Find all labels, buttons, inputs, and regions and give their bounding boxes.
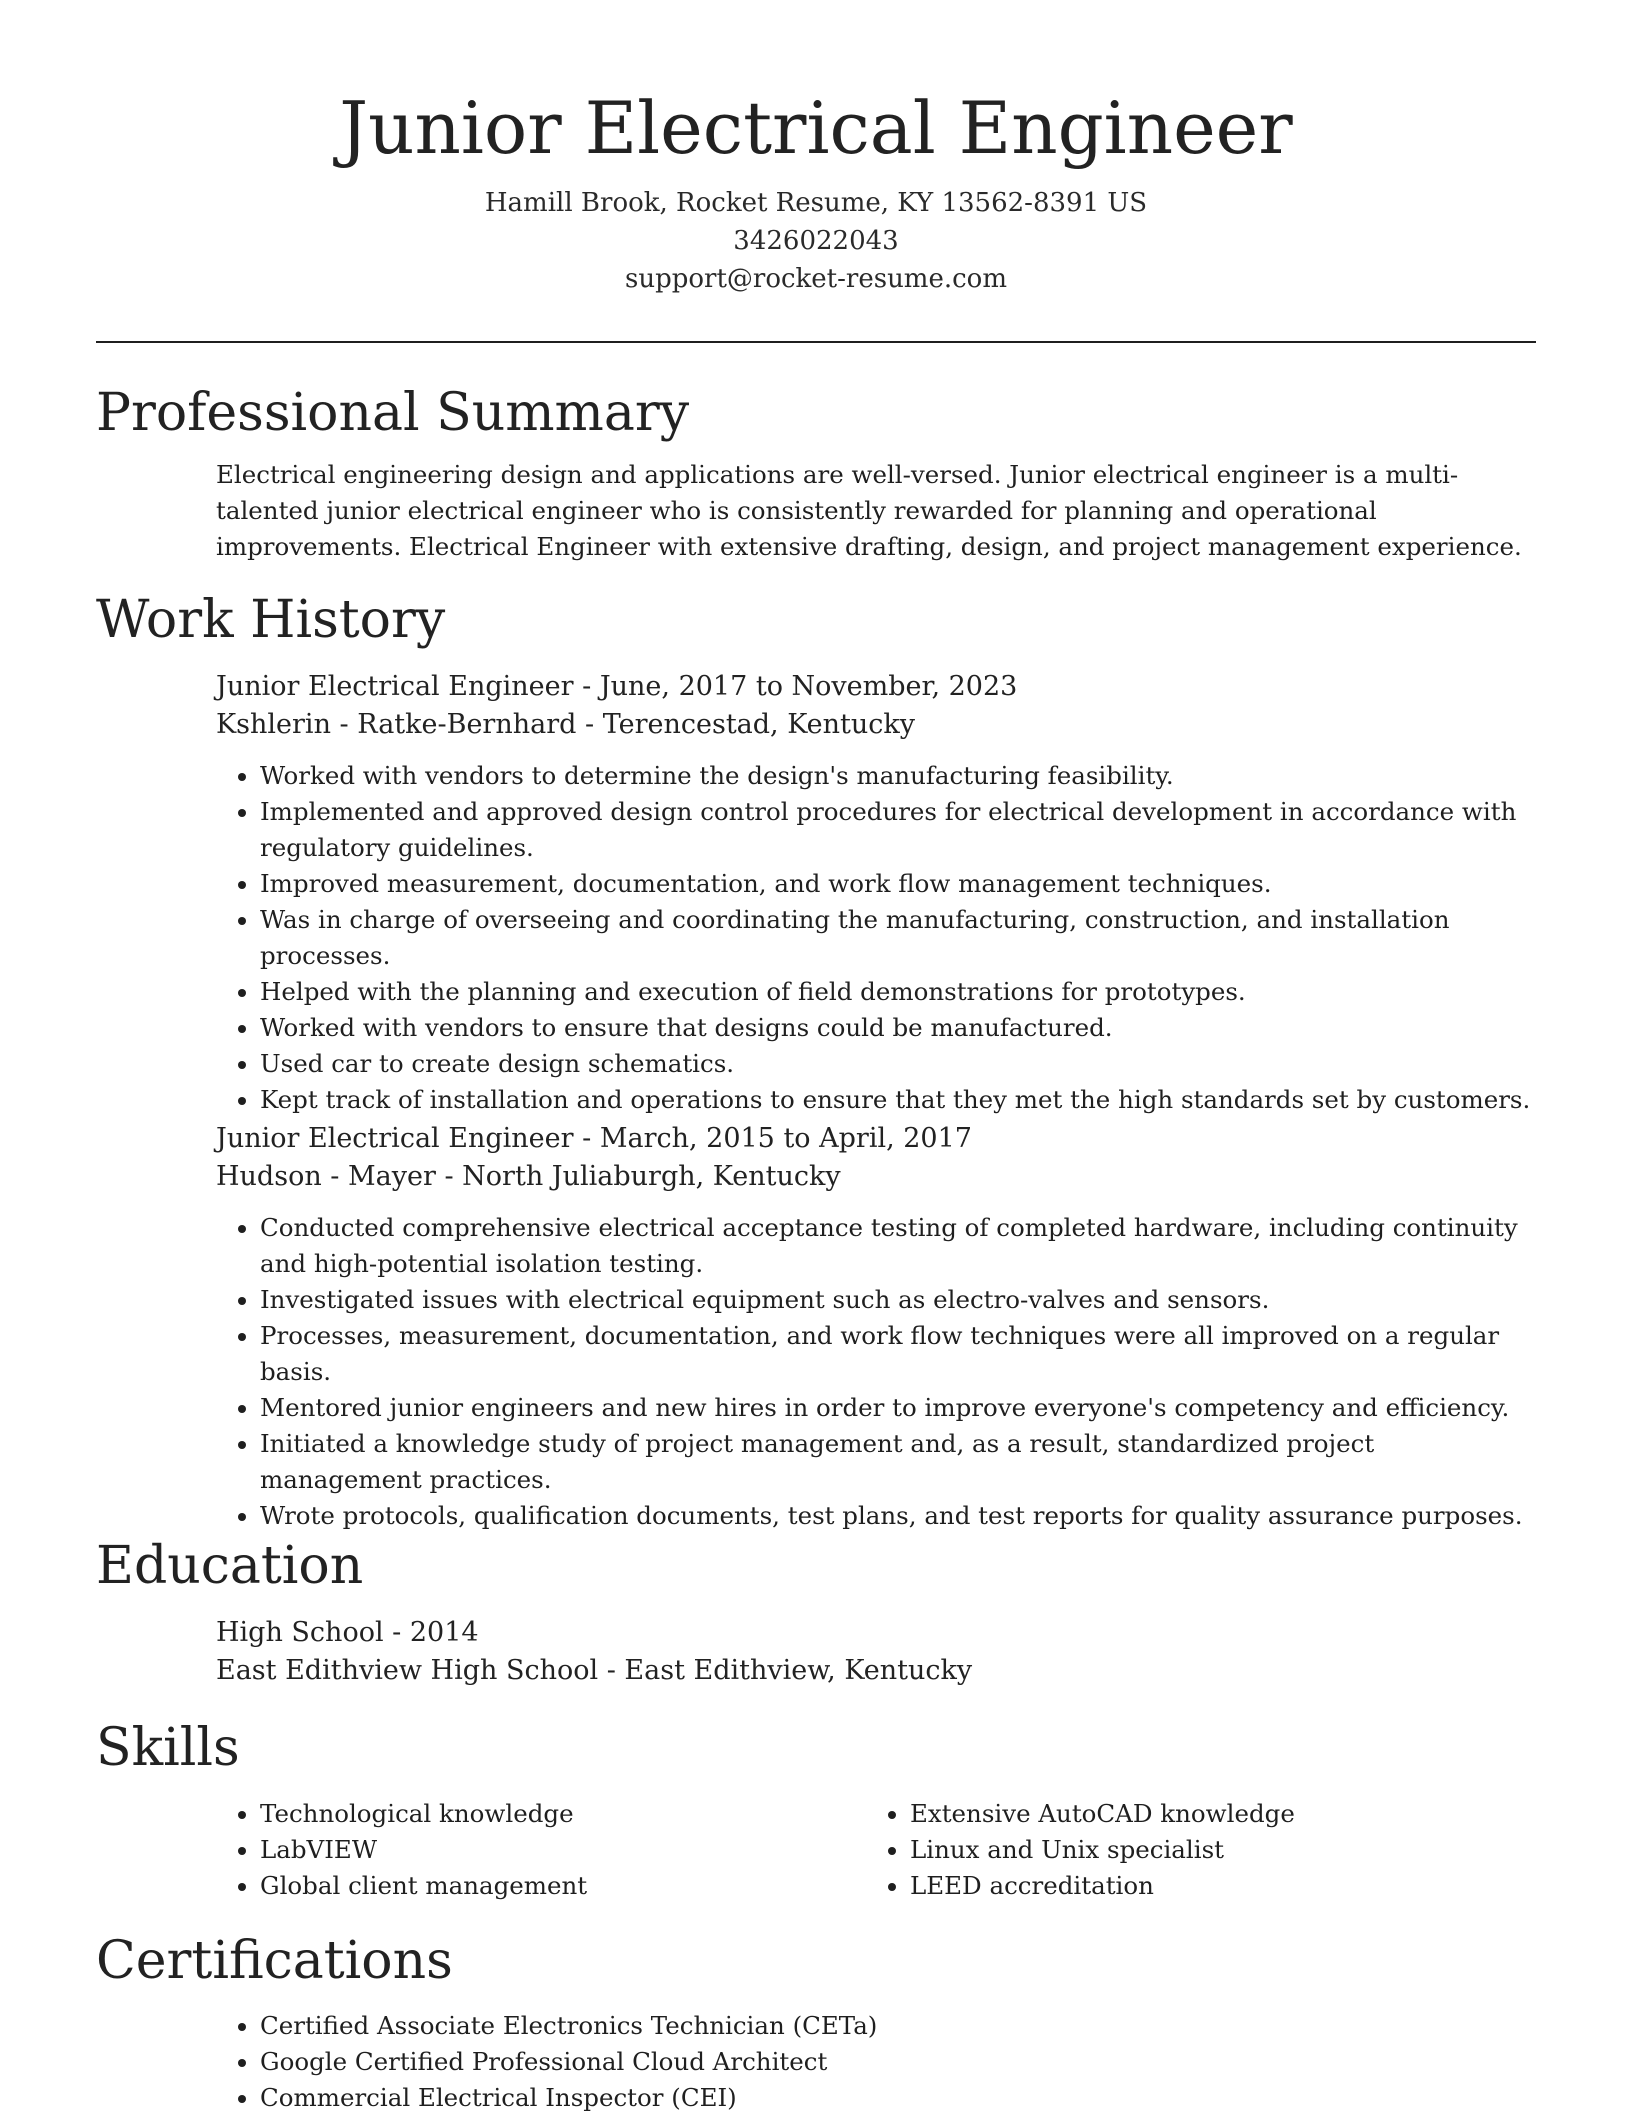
job-company-line bbox=[216, 706, 1536, 744]
education-entry bbox=[216, 1614, 1536, 1690]
certification-item: • Google Certified Professional Cloud Architect bbox=[260, 2044, 1536, 2080]
list-item: • Worked with vendors to determine the design's manufacturing feasibility. bbox=[260, 758, 1536, 794]
list-item: • Improved measurement, documentation, and work flow management techniques. bbox=[260, 866, 1536, 902]
list-item: • Investigated issues with electrical equipment such as electro-valves and sensors. bbox=[260, 1282, 1536, 1318]
certification-item: • Certified Associate Electronics Technician (CETa) bbox=[260, 2008, 1536, 2044]
email: support@rocket-resume.com bbox=[624, 264, 1007, 294]
list-item: • Initiated a knowledge study of project management and, as a result, standardized project management practices. bbox=[260, 1426, 1536, 1498]
job-entry bbox=[216, 1120, 1536, 1534]
job-location: - North Juliaburgh, Kentucky bbox=[435, 1161, 841, 1192]
job-entry bbox=[216, 668, 1536, 1118]
graduation-year: - 2014 bbox=[383, 1617, 479, 1648]
summary-heading: Professional Summary bbox=[96, 383, 690, 443]
skill-item: • Extensive AutoCAD knowledge bbox=[910, 1796, 1486, 1832]
school-line bbox=[216, 1652, 1536, 1690]
job-bullets bbox=[216, 758, 1536, 1118]
certifications-entry bbox=[216, 2008, 1536, 2116]
skills-list bbox=[866, 1796, 1486, 1904]
job-dates: - March, 2015 to April, 2017 bbox=[573, 1123, 972, 1154]
certification-item: • Commercial Electrical Inspector (CEI) bbox=[260, 2080, 1536, 2116]
certifications-list bbox=[216, 2008, 1536, 2116]
header-divider bbox=[96, 341, 1536, 343]
skills-list bbox=[216, 1796, 836, 1904]
job-company: Kshlerin - Ratke-Bernhard bbox=[216, 709, 577, 740]
job-company-line bbox=[216, 1158, 1536, 1196]
skills-heading: Skills bbox=[96, 1718, 240, 1778]
job-title: Junior Electrical Engineer bbox=[216, 671, 574, 702]
skill-item: • LEED accreditation bbox=[910, 1868, 1486, 1904]
contact-info bbox=[0, 184, 1632, 298]
job-title: Junior Electrical Engineer bbox=[216, 1123, 574, 1154]
phone: 3426022043 bbox=[733, 226, 899, 256]
resume-header bbox=[0, 86, 1632, 298]
list-item: • Kept track of installation and operations to ensure that they met the high standards set by customers. bbox=[260, 1082, 1536, 1118]
job-title-line bbox=[216, 668, 1536, 706]
degree-line bbox=[216, 1614, 1536, 1652]
list-item: • Used car to create design schematics. bbox=[260, 1046, 1536, 1082]
work-history-heading: Work History bbox=[96, 590, 446, 650]
list-item: • Implemented and approved design control procedures for electrical development in accordance with regulatory guidelines. bbox=[260, 794, 1536, 866]
job-location: - Terencestad, Kentucky bbox=[576, 709, 916, 740]
job-title-line bbox=[216, 1120, 1536, 1158]
list-item: • Worked with vendors to ensure that designs could be manufactured. bbox=[260, 1010, 1536, 1046]
list-item: • Mentored junior engineers and new hires in order to improve everyone's competency and efficiency. bbox=[260, 1390, 1536, 1426]
candidate-name: Junior Electrical Engineer bbox=[339, 86, 1293, 170]
list-item: • Was in charge of overseeing and coordinating the manufacturing, construction, and installation processes. bbox=[260, 902, 1536, 974]
list-item: • Conducted comprehensive electrical acceptance testing of completed hardware, including continuity and high-potential isolation testing. bbox=[260, 1210, 1536, 1282]
job-bullets bbox=[216, 1210, 1536, 1534]
job-company: Hudson - Mayer bbox=[216, 1161, 436, 1192]
list-item: • Helped with the planning and execution of field demonstrations for prototypes. bbox=[260, 974, 1536, 1010]
summary-text: Electrical engineering design and applications are well-versed. Junior electrical engineer is a multi-talented junior electrical engineer who is consistently rewarded for planning and operational improvements. Electrical Engineer with extensive drafting, design, and project management experience. bbox=[216, 460, 1522, 561]
degree: High School bbox=[216, 1617, 384, 1648]
school-name: East Edithview High School bbox=[216, 1655, 599, 1686]
skills-column-right bbox=[866, 1796, 1486, 1904]
skill-item: • LabVIEW bbox=[260, 1832, 836, 1868]
list-item: • Wrote protocols, qualification documents, test plans, and test reports for quality assurance purposes. bbox=[260, 1498, 1536, 1534]
certifications-heading: Certifications bbox=[96, 1931, 453, 1991]
skills-column-left bbox=[216, 1796, 836, 1904]
school-location: - East Edithview, Kentucky bbox=[598, 1655, 973, 1686]
skill-item: • Global client management bbox=[260, 1868, 836, 1904]
skill-item: • Linux and Unix specialist bbox=[910, 1832, 1486, 1868]
job-dates: - June, 2017 to November, 2023 bbox=[573, 671, 1018, 702]
address: Hamill Brook, Rocket Resume, KY 13562-8391 US bbox=[484, 188, 1148, 218]
skill-item: • Technological knowledge bbox=[260, 1796, 836, 1832]
list-item: • Processes, measurement, documentation, and work flow techniques were all improved on a regular basis. bbox=[260, 1318, 1536, 1390]
education-heading: Education bbox=[96, 1536, 364, 1596]
